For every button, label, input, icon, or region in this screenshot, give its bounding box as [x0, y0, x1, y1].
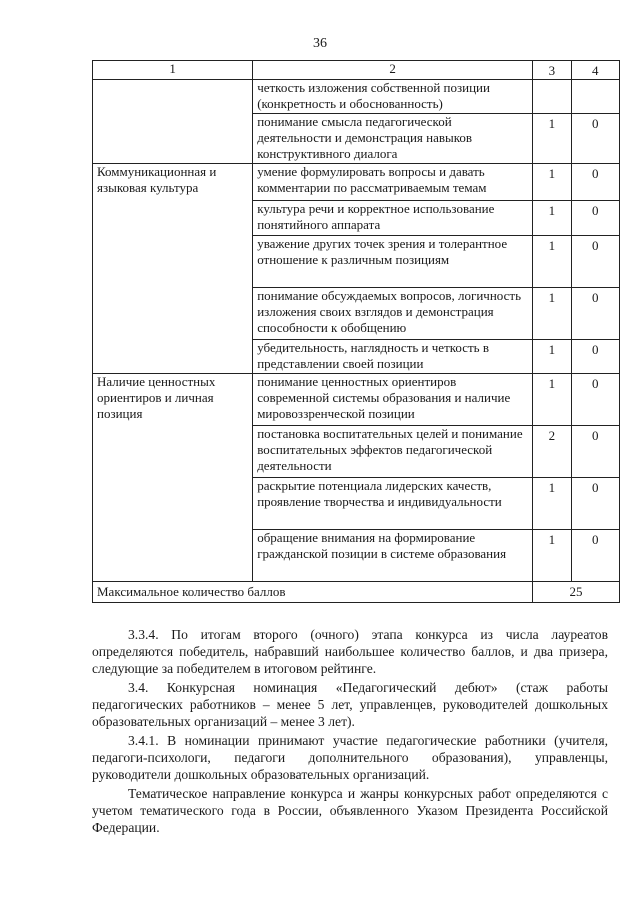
score-min-cell [571, 80, 619, 114]
score-min-cell: 0 [571, 236, 619, 288]
paragraph: 3.4. Конкурсная номинация «Педагогический дебют» (стаж работы педагогических работников – менее 5 лет, управленцев, руководителей дошкольных образовательных организаций – менее 3 лет). [92, 680, 608, 729]
score-min-cell: 0 [571, 164, 619, 201]
paragraph: Тематическое направление конкурса и жанры конкурсных работ определяются с учетом тематического года в России, объявленного Указом Президента Российской Федерации. [92, 786, 608, 835]
score-min-cell: 0 [571, 114, 619, 164]
page-number: 36 [313, 36, 327, 51]
criterion-cell: уважение других точек зрения и толерантное отношение к различным позициям [253, 236, 533, 288]
criterion-cell: культура речи и корректное использование понятийного аппарата [253, 201, 533, 236]
criterion-cell: четкость изложения собственной позиции (конкретность и обоснованность) [253, 80, 533, 114]
score-min-cell: 0 [571, 374, 619, 426]
header-cell-2: 2 [253, 61, 533, 80]
category-cell: Коммуникационная и языковая культура [93, 164, 253, 374]
paragraph: 3.3.4. По итогам второго (очного) этапа конкурса из числа лауреатов определяются победитель, набравший наибольшее количество баллов, и два призера, следующие за победителем в итоговом рейтинге. [92, 627, 608, 676]
table-row [93, 164, 620, 201]
score-min-cell: 0 [571, 340, 619, 374]
header-cell-3: 3 [533, 61, 572, 80]
score-cell: 1 [533, 530, 572, 582]
criteria-table [92, 60, 620, 603]
score-cell: 1 [533, 236, 572, 288]
category-cell: Наличие ценностных ориентиров и личная позиция [93, 374, 253, 582]
total-label: Максимальное количество баллов [93, 582, 533, 603]
criterion-cell: постановка воспитательных целей и понимание воспитательных эффектов педагогической деятельности [253, 426, 533, 478]
score-min-cell: 0 [571, 426, 619, 478]
paragraph: 3.4.1. В номинации принимают участие педагогические работники (учителя, педагоги-психологи, педагоги дополнительного образования), управленцы, руководители дошкольных образовательных организаций. [92, 733, 608, 782]
criterion-cell: обращение внимания на формирование гражданской позиции в системе образования [253, 530, 533, 582]
header-cell-1: 1 [93, 61, 253, 80]
header-cell-4: 4 [571, 61, 619, 80]
score-min-cell: 0 [571, 530, 619, 582]
score-cell: 1 [533, 340, 572, 374]
criterion-cell: раскрытие потенциала лидерских качеств, проявление творчества и индивидуальности [253, 478, 533, 530]
score-cell: 2 [533, 426, 572, 478]
category-cell [93, 80, 253, 164]
criterion-cell: понимание обсуждаемых вопросов, логичность изложения своих взглядов и демонстрация способности к обобщению [253, 288, 533, 340]
total-value: 25 [533, 582, 620, 603]
score-cell: 1 [533, 201, 572, 236]
score-cell: 1 [533, 288, 572, 340]
body-text [92, 626, 608, 838]
criterion-cell: понимание ценностных ориентиров современной системы образования и наличие мировоззренческой позиции [253, 374, 533, 426]
score-cell: 1 [533, 478, 572, 530]
criterion-cell: убедительность, наглядность и четкость в представлении своей позиции [253, 340, 533, 374]
score-cell: 1 [533, 164, 572, 201]
table-header-row [93, 61, 620, 80]
score-cell [533, 80, 572, 114]
criterion-cell: понимание смысла педагогической деятельности и демонстрация навыков конструктивного диалога [253, 114, 533, 164]
score-min-cell: 0 [571, 201, 619, 236]
score-min-cell: 0 [571, 478, 619, 530]
criterion-cell: умение формулировать вопросы и давать комментарии по рассматриваемым темам [253, 164, 533, 201]
score-min-cell: 0 [571, 288, 619, 340]
total-row [93, 582, 620, 603]
table-row [93, 374, 620, 426]
score-cell: 1 [533, 374, 572, 426]
score-cell: 1 [533, 114, 572, 164]
table-row [93, 80, 620, 114]
